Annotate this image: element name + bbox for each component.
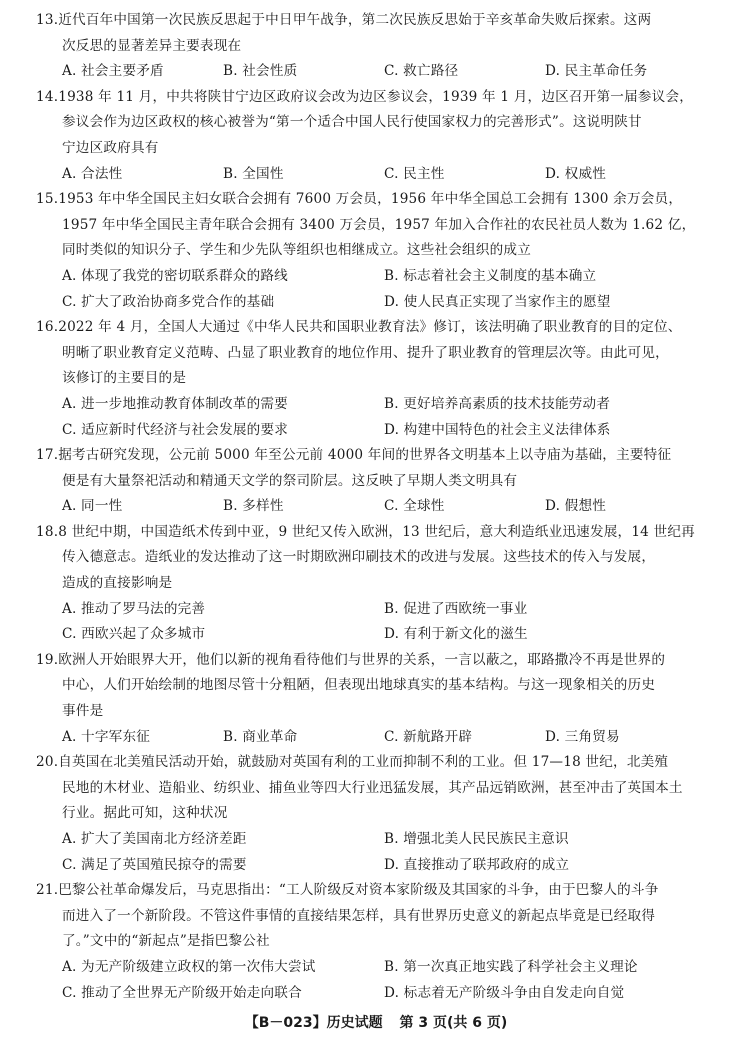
question-stem-line: 而进入了一个新阶段。不管这件事情的直接结果怎样，具有世界历史意义的新起点毕竟是已经取得: [62, 907, 656, 924]
question-stem-line: 中心，人们开始绘制的地图尽管十分粗陋，但表现出地球真实的基本结构。与这一现象相关的历史: [62, 677, 656, 694]
question-stem-line: 13.近代百年中国第一次民族反思起于中日甲午战争，第二次民族反思始于辛亥革命失败后探索。这两: [36, 12, 652, 28]
question-stem-line: 14.1938 年 11 月，中共将陕甘宁边区政府议会改为边区参议会，1939 年 1 月，边区召开第一届参议会，: [36, 88, 694, 105]
question-stem-line: 了。”文中的“新起点”是指巴黎公社: [62, 933, 270, 950]
question-stem-line: 参议会作为边区政权的核心被誉为“第一个适合中国人民行使国家权力的完善形式”。这说明陕甘: [62, 114, 642, 131]
page-number: 第 3 页(共 6 页): [399, 1015, 508, 1031]
answer-option: D. 标志着无产阶级斗争由自发走向自觉: [384, 984, 625, 1001]
question-stem-line: 明晰了职业教育定义范畴、凸显了职业教育的地位作用、提升了职业教育的管理层次等。由此可见，: [62, 344, 669, 361]
question: [36, 315, 726, 443]
answer-option: C. 新航路开辟: [384, 728, 473, 745]
answer-option: D. 使人民真正实现了当家作主的愿望: [384, 293, 611, 310]
question-stem-line: 21.巴黎公社革命爆发后，马克思指出：“工人阶级反对资本家阶级及其国家的斗争，由于巴黎人的斗争: [36, 882, 659, 899]
question-stem-line: 事件是: [62, 703, 104, 720]
answer-option: B. 全国性: [223, 165, 284, 182]
options-row: [36, 622, 726, 648]
answer-option: B. 第一次真正地实践了科学社会主义理论: [384, 958, 638, 975]
options-row: [36, 392, 726, 418]
question-stem-line: 19.欧洲人开始眼界大开，他们以新的视角看待他们与世界的关系，一言以蔽之，耶路撒冷不再是世界的: [36, 651, 666, 668]
question-stem-line: 18.8 世纪中期，中国造纸术传到中亚，9 世纪又传入欧洲，13 世纪后，意大利造纸业迅速发展，14 世纪再: [36, 523, 695, 540]
question-stem-line: 便是有大量祭祀活动和精通天文学的祭司阶层。这反映了早期人类文明具有: [62, 472, 518, 489]
answer-option: A. 体现了我党的密切联系群众的路线: [62, 267, 288, 284]
answer-option: C. 西欧兴起了众多城市: [62, 626, 206, 643]
question: [36, 443, 726, 520]
options-row: [36, 290, 726, 316]
answer-option: C. 满足了英国殖民掠夺的需要: [62, 856, 247, 873]
options-row: [36, 264, 726, 290]
answer-option: B. 促进了西欧统一事业: [384, 600, 528, 617]
question-stem-line: 17.据考古研究发现，公元前 5000 年至公元前 4000 年间的世界各文明基本上以寺庙为基础，主要特征: [36, 447, 672, 464]
page-footer: [0, 1012, 752, 1032]
answer-option: A. 推动了罗马法的完善: [62, 600, 206, 617]
answer-option: A. 社会主要矛盾: [62, 63, 164, 80]
answer-option: C. 推动了全世界无产阶级开始走向联合: [62, 984, 302, 1001]
question-stem-line: 行业。据此可知，这种状况: [62, 805, 228, 822]
options-row: [36, 418, 726, 444]
question: [36, 187, 726, 315]
question: [36, 750, 726, 878]
answer-option: D. 权威性: [545, 165, 607, 182]
answer-option: C. 民主性: [384, 165, 445, 182]
options-row: [36, 827, 726, 853]
answer-option: B. 增强北美人民民族民主意识: [384, 831, 569, 847]
options-row: [36, 162, 726, 188]
question-stem-line: 造成的直接影响是: [62, 575, 173, 592]
question-stem-line: 该修订的主要目的是: [62, 370, 187, 387]
question: [36, 520, 726, 648]
answer-option: B. 标志着社会主义制度的基本确立: [384, 267, 597, 284]
options-row: [36, 725, 726, 751]
answer-option: B. 多样性: [223, 498, 284, 515]
question-stem-line: 宁边区政府具有: [62, 139, 159, 156]
answer-option: A. 十字军东征: [62, 728, 151, 745]
options-row: [36, 494, 726, 520]
options-row: [36, 853, 726, 879]
exam-code: 【B－023】历史试题: [244, 1015, 383, 1031]
question: [36, 8, 726, 85]
answer-option: A. 扩大了美国南北方经济差距: [62, 831, 247, 847]
answer-option: B. 社会性质: [223, 63, 298, 80]
question: [36, 85, 726, 187]
answer-option: D. 直接推动了联邦政府的成立: [384, 856, 570, 873]
answer-option: B. 更好培养高素质的技术技能劳动者: [384, 395, 611, 412]
answer-option: A. 进一步地推动教育体制改革的需要: [62, 395, 288, 412]
question-stem-line: 传入德意志。造纸业的发达推动了这一时期欧洲印刷技术的改进与发展。这些技术的传入与发展，: [62, 549, 656, 566]
options-row: [36, 597, 726, 623]
question-stem-line: 15.1953 年中华全国民主妇女联合会拥有 7600 万会员，1956 年中华全国总工会拥有 1300 余万会员，: [36, 191, 683, 208]
answer-option: C. 全球性: [384, 498, 445, 515]
question-stem-line: 次反思的显著差异主要表现在: [62, 37, 242, 54]
answer-option: A. 同一性: [62, 498, 123, 515]
question-stem-line: 1957 年中华全国民主青年联合会拥有 3400 万会员，1957 年加入合作社的农民社员人数为 1.62 亿，: [62, 216, 696, 233]
answer-option: C. 扩大了政治协商多党合作的基础: [62, 293, 275, 310]
answer-option: A. 合法性: [62, 165, 123, 182]
question-stem-line: 同时类似的知识分子、学生和少先队等组织也相继成立。这些社会组织的成立: [62, 242, 531, 259]
question-stem-line: 民地的木材业、造船业、纺织业、捕鱼业等四大行业迅猛发展，其产品远销欧洲，甚至冲击了英国本土: [62, 779, 683, 796]
answer-option: C. 救亡路径: [384, 63, 459, 80]
question: [36, 878, 726, 1006]
question-list: [36, 8, 726, 1006]
question-stem-line: 20.自英国在北美殖民活动开始，就鼓励对英国有利的工业而抑制不利的工业。但 17—18 世纪，北美殖: [36, 754, 669, 771]
question-stem-line: 16.2022 年 4 月，全国人大通过《中华人民共和国职业教育法》修订，该法明确了职业教育的目的定位、: [36, 319, 682, 336]
options-row: [36, 59, 726, 85]
question: [36, 648, 726, 750]
answer-option: D. 构建中国特色的社会主义法律体系: [384, 421, 611, 438]
answer-option: D. 民主革命任务: [545, 63, 648, 80]
answer-option: A. 为无产阶级建立政权的第一次伟大尝试: [62, 958, 316, 975]
answer-option: D. 假想性: [545, 498, 607, 515]
options-row: [36, 981, 726, 1007]
options-row: [36, 955, 726, 981]
answer-option: D. 三角贸易: [545, 728, 620, 745]
answer-option: C. 适应新时代经济与社会发展的要求: [62, 421, 289, 438]
answer-option: D. 有利于新文化的滋生: [384, 626, 528, 643]
answer-option: B. 商业革命: [223, 728, 298, 745]
